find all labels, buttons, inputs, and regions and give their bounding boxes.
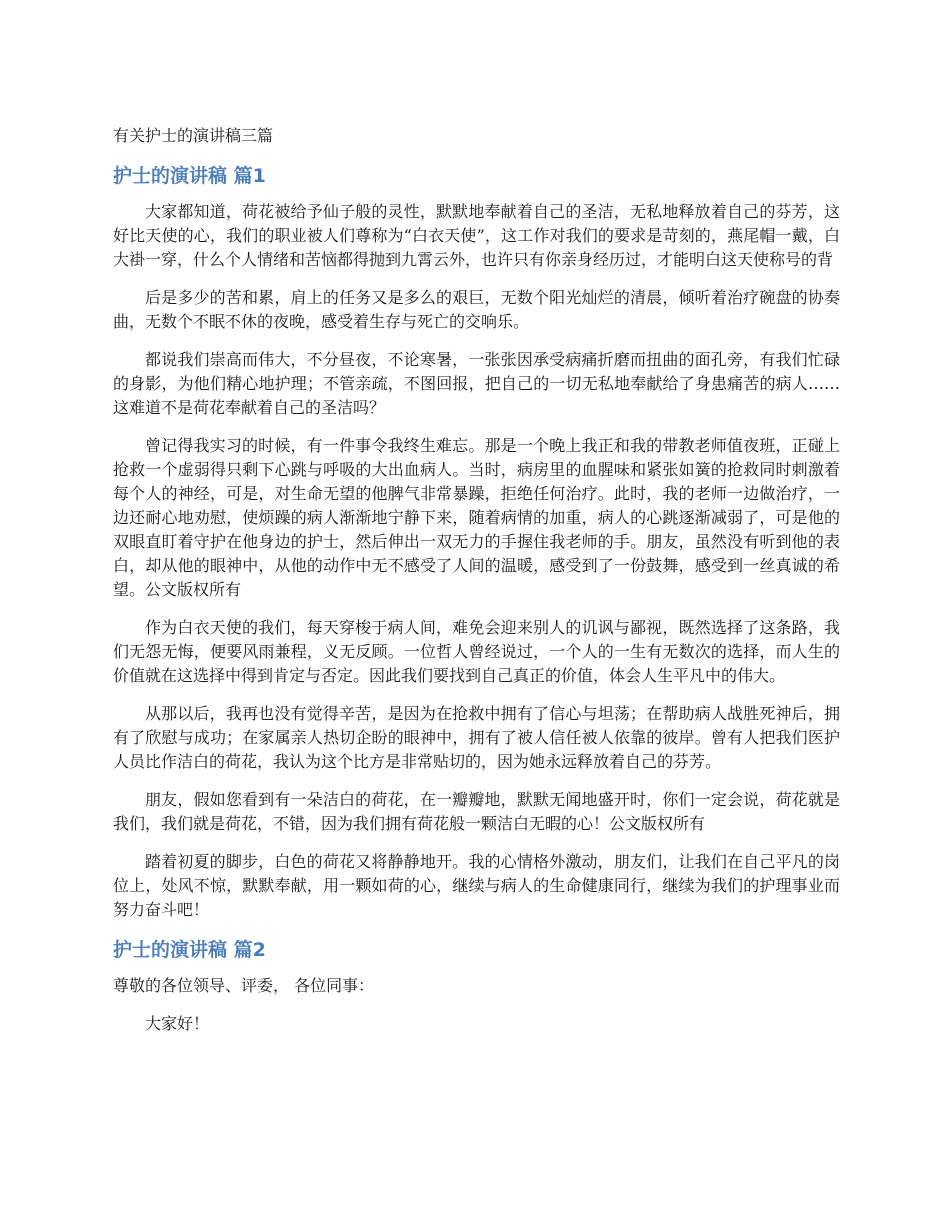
paragraph: 后是多少的苦和累，肩上的任务又是多么的艰巨，无数个阳光灿烂的清晨，倾听着治疗碗盘的协奏曲，无数个不眠不休的夜晚，感受着生存与死亡的交响乐。	[113, 288, 840, 331]
paragraph: 踏着初夏的脚步，白色的荷花又将静静地开。我的心情格外激动，朋友们，让我们在自己平凡的岗位上，处风不惊，默默奉献，用一颗如荷的心，继续与病人的生命健康同行，继续为我们的护理事业而努力奋斗吧！	[113, 852, 840, 919]
paragraph: 从那以后，我再也没有觉得辛苦，是因为在抢救中拥有了信心与坦荡；在帮助病人战胜死神后，拥有了欣慰与成功；在家属亲人热切企盼的眼神中，拥有了被人信任被人依靠的彼岸。曾有人把我们医护人员比作洁白的荷花，我认为这个比方是非常贴切的，因为她永远释放着自己的芬芳。	[113, 704, 840, 771]
paragraph: 朋友，假如您看到有一朵洁白的荷花，在一瓣瓣地，默默无闻地盛开时，你们一定会说，荷花就是我们，我们就是荷花，不错，因为我们拥有荷花般一颗洁白无暇的心！公文版权所有	[113, 790, 840, 833]
document-body	[113, 124, 840, 1050]
paragraph: 大家都知道，荷花被给予仙子般的灵性，默默地奉献着自己的圣洁，无私地释放着自己的芬芳，这好比天使的心，我们的职业被人们尊称为“白衣天使”，这工作对我们的要求是苛刻的，燕尾帽一戴，白大褂一穿，什么个人情绪和苦恼都得抛到九霄云外，也许只有你亲身经历过，才能明白这天使称号的背	[113, 202, 840, 269]
section-1-heading: 护士的演讲稿 篇1	[113, 165, 266, 187]
paragraph: 作为白衣天使的我们，每天穿梭于病人间，难免会迎来别人的讥讽与鄙视，既然选择了这条路，我们无怨无悔，便要风雨兼程，义无反顾。一位哲人曾经说过，一个人的一生有无数次的选择，而人生的价值就在这选择中得到肯定与否定。因此我们要找到自己真正的价值，体会人生平凡中的伟大。	[113, 618, 840, 685]
paragraph: 曾记得我实习的时候，有一件事令我终生难忘。那是一个晚上我正和我的带教老师值夜班，正碰上抢救一个虚弱得只剩下心跳与呼吸的大出血病人。当时，病房里的血腥味和紧张如簧的抢救同时刺激着每个人的神经，可是，对生命无望的他脾气非常暴躁，拒绝任何治疗。此时，我的老师一边做治疗，一边还耐心地劝慰，使烦躁的病人渐渐地宁静下来，随着病情的加重，病人的心跳逐渐减弱了，可是他的双眼直盯着守护在他身边的护士，然后伸出一双无力的手握住我老师的手。朋友，虽然没有听到他的表白，却从他的眼神中，从他的动作中无不感受了人间的温暖，感受到了一份鼓舞，感受到一丝真诚的希望。公文版权所有	[113, 436, 840, 599]
salutation: 尊敬的各位领导、评委， 各位同事：	[113, 976, 375, 995]
document-title: 有关护士的演讲稿三篇	[113, 126, 274, 145]
paragraph: 都说我们崇高而伟大，不分昼夜，不论寒暑，一张张因承受病痛折磨而扭曲的面孔旁，有我们忙碌的身影，为他们精心地护理；不管亲疏，不图回报，把自己的一切无私地奉献给了身患痛苦的病人……这难道不是荷花奉献着自己的圣洁吗？	[113, 350, 840, 417]
section-2-heading: 护士的演讲稿 篇2	[113, 939, 266, 961]
greeting: 大家好！	[145, 1014, 210, 1033]
